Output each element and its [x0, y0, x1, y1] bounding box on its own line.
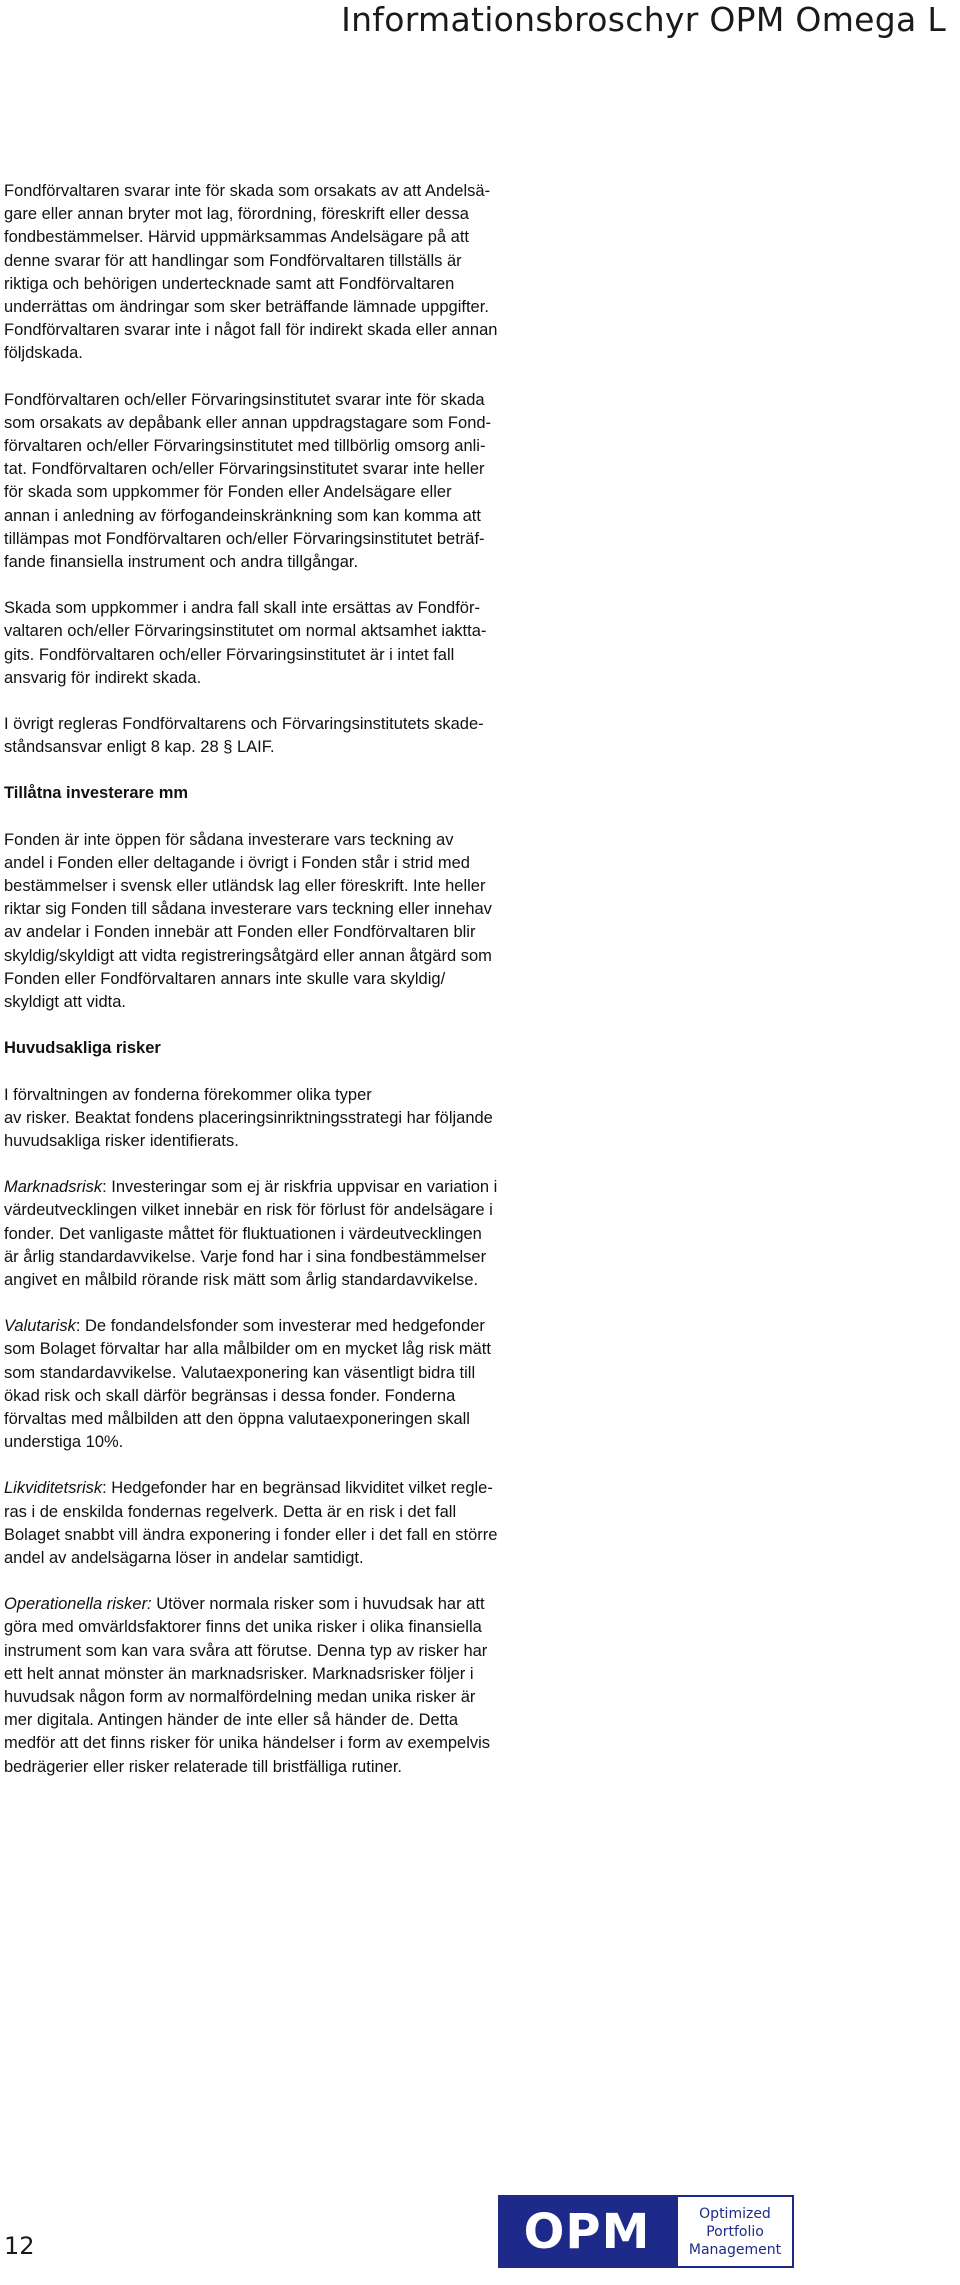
text-line: andel i Fonden eller deltagande i övrigt i Fonden står i strid med: [4, 853, 470, 872]
text-line: understiga 10%.: [4, 1433, 124, 1452]
text-line: underrättas om ändringar som sker beträffande lämnade uppgifter.: [4, 298, 489, 317]
text-line: angivet en målbild rörande risk mätt som årlig standardavvikelse.: [4, 1270, 479, 1289]
logo-mark: [498, 2195, 676, 2268]
document-header-title: Informationsbroschyr OPM Omega L: [341, 0, 946, 39]
text-line: instrument som kan vara svåra att förutse. Denna typ av risker har: [4, 1641, 488, 1660]
text-line: ståndsansvar enligt 8 kap. 28 § LAIF.: [4, 738, 275, 757]
text-line: ökad risk och skall därför begränsas i dessa fonder. Fonderna: [4, 1386, 456, 1405]
text-line: denne svarar för att handlingar som Fondförvaltaren tillställs är: [4, 251, 462, 270]
risk-market-paragraph: [4, 1176, 604, 1292]
text-line: [4, 1593, 604, 1616]
risk-liquidity-paragraph: [4, 1477, 604, 1570]
text-line: följdskada.: [4, 344, 83, 363]
opm-logo: [498, 2195, 798, 2268]
risks-intro-paragraph: [4, 1084, 604, 1154]
risk-text: : Hedgefonder har en begränsad likviditet vilket regle-: [102, 1479, 493, 1498]
text-line: som Bolaget förvaltar har alla målbilder om en mycket låg risk mätt: [4, 1340, 491, 1359]
text-line: bedrägerier eller risker relaterade till bristfälliga rutiner.: [4, 1757, 403, 1776]
logo-mark-text: OPM: [523, 2203, 651, 2260]
liability-paragraph-1: [4, 180, 604, 366]
liability-paragraph-2: [4, 389, 604, 575]
logo-tagline-line: Optimized: [699, 2205, 771, 2222]
text-line: fondbestämmelser. Härvid uppmärksammas Andelsägare på att: [4, 228, 469, 247]
text-line: Fonden eller Fondförvaltaren annars inte skulle vara skyldig/: [4, 969, 446, 988]
text-line: Bolaget snabbt vill ändra exponering i fonder eller i det fall en större: [4, 1525, 498, 1544]
text-line: huvudsakliga risker identifierats.: [4, 1131, 239, 1150]
logo-tagline: [676, 2195, 794, 2268]
text-line: Fondförvaltaren och/eller Förvaringsinstitutet svarar inte för skada: [4, 390, 485, 409]
text-line: medför att det finns risker för unika händelser i form av exempelvis: [4, 1734, 491, 1753]
risk-term: Valutarisk: [4, 1317, 76, 1336]
text-line: [4, 1176, 604, 1199]
text-line: förvaltas med målbilden att den öppna valutaexponeringen skall: [4, 1409, 470, 1428]
liability-paragraph-4: [4, 713, 604, 759]
text-line: valtaren och/eller Förvaringsinstitutet om normal aktsamhet iaktta-: [4, 622, 487, 641]
text-line: göra med omvärldsfaktorer finns det unika risker i olika finansiella: [4, 1618, 482, 1637]
text-line: fande finansiella instrument och andra tillgångar.: [4, 553, 359, 572]
logo-tagline-line: Portfolio: [706, 2223, 764, 2240]
liability-paragraph-3: [4, 597, 604, 690]
text-line: ras i de enskilda fondernas regelverk. Detta är en risk i det fall: [4, 1502, 457, 1521]
text-line: Skada som uppkommer i andra fall skall inte ersättas av Fondför-: [4, 599, 480, 618]
risk-text: : De fondandelsfonder som investerar med hedgefonder: [75, 1317, 485, 1336]
text-line: tat. Fondförvaltaren och/eller Förvaringsinstitutet svarar inte heller: [4, 460, 485, 479]
document-body: [4, 180, 604, 1802]
section-heading-main-risks: Huvudsakliga risker: [4, 1039, 161, 1058]
risk-text: : Investeringar som ej är riskfria uppvisar en variation i: [102, 1178, 498, 1197]
risk-operational-paragraph: [4, 1593, 604, 1779]
text-line: Fondförvaltaren svarar inte för skada som orsakats av att Andelsä-: [4, 182, 491, 200]
text-line: som orsakats av depåbank eller annan uppdragstagare som Fond-: [4, 413, 492, 432]
text-line: förvaltaren och/eller Förvaringsinstitutet med tillbörlig omsorg anli-: [4, 437, 486, 456]
page-number: 12: [4, 2232, 35, 2260]
text-line: värdeutvecklingen vilket innebär en risk för förlust för andelsägare i: [4, 1201, 493, 1220]
text-line: I förvaltningen av fonderna förekommer olika typer: [4, 1085, 372, 1104]
logo-tagline-line: Management: [688, 2241, 782, 2258]
section-heading-permitted-investors: Tillåtna investerare mm: [4, 784, 189, 803]
text-line: andel av andelsägarna löser in andelar samtidigt.: [4, 1548, 364, 1567]
permitted-investors-paragraph: [4, 829, 604, 1015]
text-line: riktar sig Fonden till sådana investerare vars teckning eller innehav: [4, 900, 492, 919]
text-line: bestämmelser i svensk eller utländsk lag eller föreskrift. Inte heller: [4, 877, 486, 896]
text-line: Fondförvaltaren svarar inte i något fall för indirekt skada eller annan: [4, 321, 498, 340]
text-line: ansvarig för indirekt skada.: [4, 668, 202, 687]
risk-term: Operationella risker:: [4, 1595, 152, 1614]
text-line: gits. Fondförvaltaren och/eller Förvaringsinstitutet är i intet fall: [4, 645, 455, 664]
text-line: huvudsak någon form av normalfördelning medan unika risker är: [4, 1687, 476, 1706]
text-line: fonder. Det vanligaste måttet för fluktuationen i värdeutvecklingen: [4, 1224, 482, 1243]
text-line: [4, 1315, 604, 1338]
text-line: [4, 1477, 604, 1500]
text-line: skyldigt att vidta.: [4, 993, 126, 1012]
text-line: gare eller annan bryter mot lag, förordning, föreskrift eller dessa: [4, 205, 469, 224]
text-line: mer digitala. Antingen händer de inte eller så händer de. Detta: [4, 1711, 459, 1730]
text-line: riktiga och behörigen undertecknade samt att Fondförvaltaren: [4, 274, 455, 293]
text-line: av risker. Beaktat fondens placeringsinriktningsstrategi har följande: [4, 1108, 493, 1127]
text-line: av andelar i Fonden innebär att Fonden eller Fondförvaltaren blir: [4, 923, 476, 942]
risk-term: Likviditetsrisk: [4, 1479, 103, 1498]
text-line: Fonden är inte öppen för sådana investerare vars teckning av: [4, 830, 454, 849]
text-line: annan i anledning av förfogandeinskränkning som kan komma att: [4, 506, 481, 525]
text-line: tillämpas mot Fondförvaltaren och/eller Förvaringsinstitutet beträf-: [4, 529, 485, 548]
risk-currency-paragraph: [4, 1315, 604, 1454]
text-line: ett helt annat mönster än marknadsrisker. Marknadsrisker följer i: [4, 1664, 474, 1683]
text-line: för skada som uppkommer för Fonden eller Andelsägare eller: [4, 483, 452, 502]
text-line: är årlig standardavvikelse. Varje fond har i sina fondbestämmelser: [4, 1247, 487, 1266]
risk-text: Utöver normala risker som i huvudsak har att: [151, 1595, 485, 1614]
text-line: I övrigt regleras Fondförvaltarens och Förvaringsinstitutets skade-: [4, 715, 484, 734]
text-line: skyldig/skyldigt att vidta registreringsåtgärd eller annan åtgärd som: [4, 946, 492, 965]
risk-term: Marknadsrisk: [4, 1178, 103, 1197]
text-line: som standardavvikelse. Valutaexponering kan väsentligt bidra till: [4, 1363, 476, 1382]
